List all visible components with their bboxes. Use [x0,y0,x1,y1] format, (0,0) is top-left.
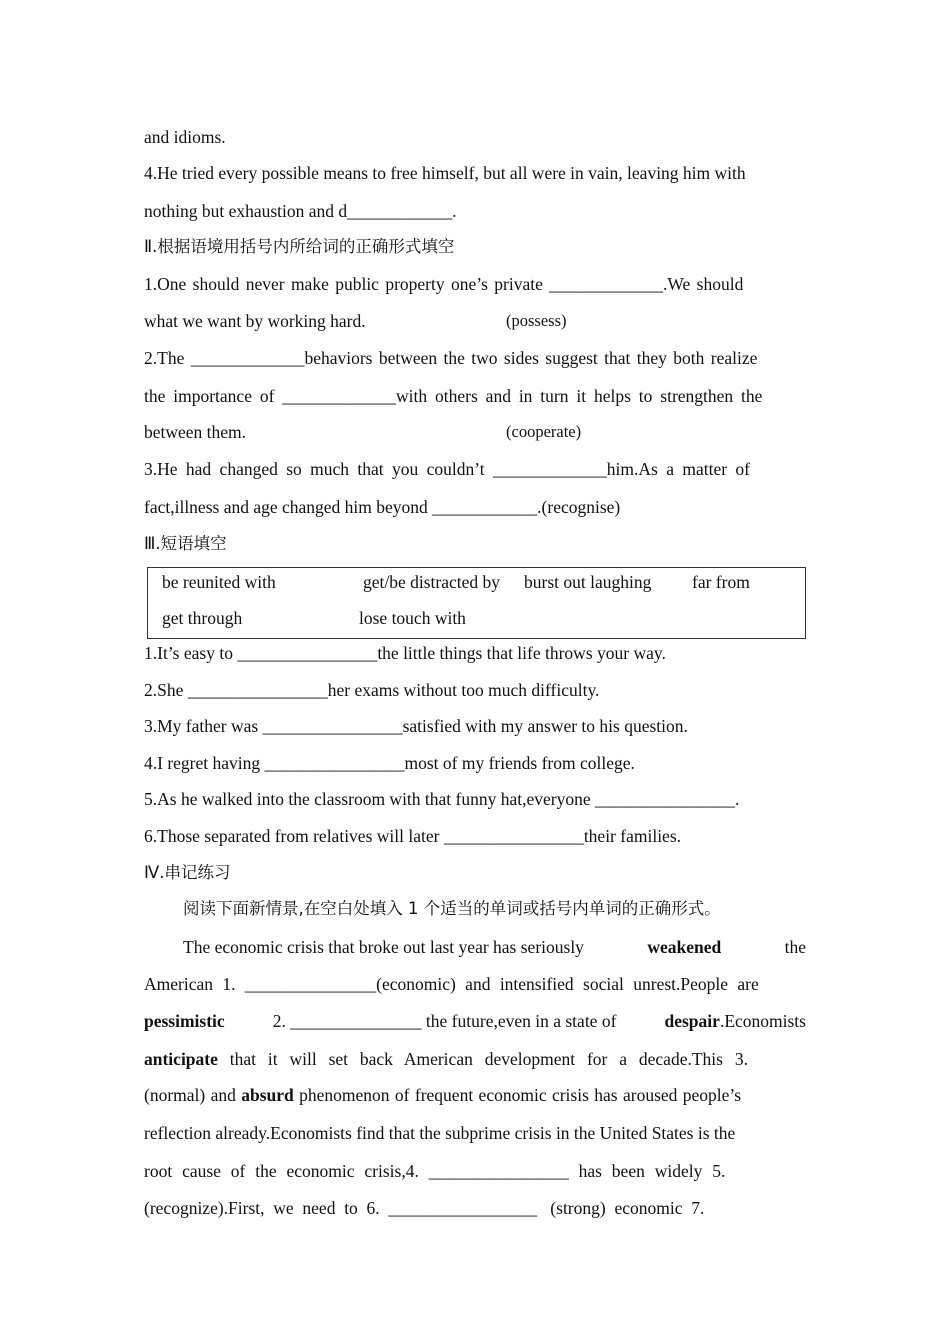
text-line: and idioms. [144,127,226,147]
text-line [144,1010,806,1032]
text-line: 2.The _____________behaviors between the two sides suggest that they both realize [144,348,758,368]
text-line: root cause of the economic crisis,4. ________________ has been widely 5. [144,1161,726,1181]
sentence: 2. _______________ the future,even in a state of [272,1011,617,1031]
text-line [144,1048,806,1070]
sentence: The economic crisis that broke out last year has seriously [183,937,584,957]
exercise-item: 1.It’s easy to ________________the little things that life throws your way. [144,643,666,663]
text-line: nothing but exhaustion and d____________. [144,201,457,221]
exercise-item: 3.My father was ________________satisfied with my answer to his question. [144,716,688,736]
exercise-item: 5.As he walked into the classroom with that funny hat,everyone ________________. [144,789,740,809]
text-line [144,310,806,332]
text-line: 3.He had changed so much that you couldn’t _____________him.As a matter of [144,459,750,479]
bold-word: absurd [241,1085,294,1105]
text-line: 1.One should never make public property one’s private _____________.We should [144,274,744,294]
bold-word: despair [664,1011,720,1031]
sentence: that it will set back American development for a decade.This 3. [229,1049,748,1069]
text-line [144,1084,806,1106]
text-line: fact,illness and age changed him beyond ____________.(recognise) [144,497,621,517]
sentence: 4.He tried every possible means to free himself, but all were in vain, leaving him with [144,163,746,183]
phrase: be reunited with [162,572,276,592]
text-line [144,421,806,443]
bold-word: anticipate [144,1049,218,1069]
phrase: get through [162,608,243,628]
bold-word: weakened [647,937,722,957]
phrase-box [147,567,806,639]
instruction: 阅读下面新情景,在空白处填入 1 个适当的单词或括号内单词的正确形式。 [183,899,721,918]
section-heading-3: Ⅲ.短语填空 [144,534,227,553]
exercise-item: 2.She ________________her exams without too much difficulty. [144,680,600,700]
exercise-item: 6.Those separated from relatives will later ________________their families. [144,826,682,846]
sentence: between them. [144,422,247,442]
exercise-item: 4.I regret having ________________most of my friends from college. [144,753,635,773]
hint-word: (cooperate) [506,422,582,441]
sentence: (normal) and [144,1085,236,1105]
section-heading-4: Ⅳ.串记练习 [144,863,231,882]
phrase: far from [692,572,750,592]
phrase: lose touch with [359,608,466,628]
text-line: American 1. _______________(economic) and intensified social unrest.People are [144,974,759,994]
text-line: reflection already.Economists find that the subprime crisis in the United States is the [144,1123,736,1143]
hint-word: (possess) [506,311,567,330]
sentence: the [784,937,806,957]
text-line: the importance of _____________with others and in turn it helps to strengthen the [144,386,763,406]
text-line [144,162,806,184]
bold-word: pessimistic [144,1011,225,1031]
sentence: .Economists [719,1011,806,1031]
phrase: get/be distracted by [363,572,501,592]
sentence: phenomenon of frequent economic crisis has aroused people’s [299,1085,742,1105]
text-line [183,936,806,958]
text-line: (recognize).First, we need to 6. _________________ (strong) economic 7. [144,1198,705,1218]
phrase: burst out laughing [524,572,652,592]
section-heading-2: Ⅱ.根据语境用括号内所给词的正确形式填空 [144,237,455,256]
sentence: what we want by working hard. [144,311,366,331]
